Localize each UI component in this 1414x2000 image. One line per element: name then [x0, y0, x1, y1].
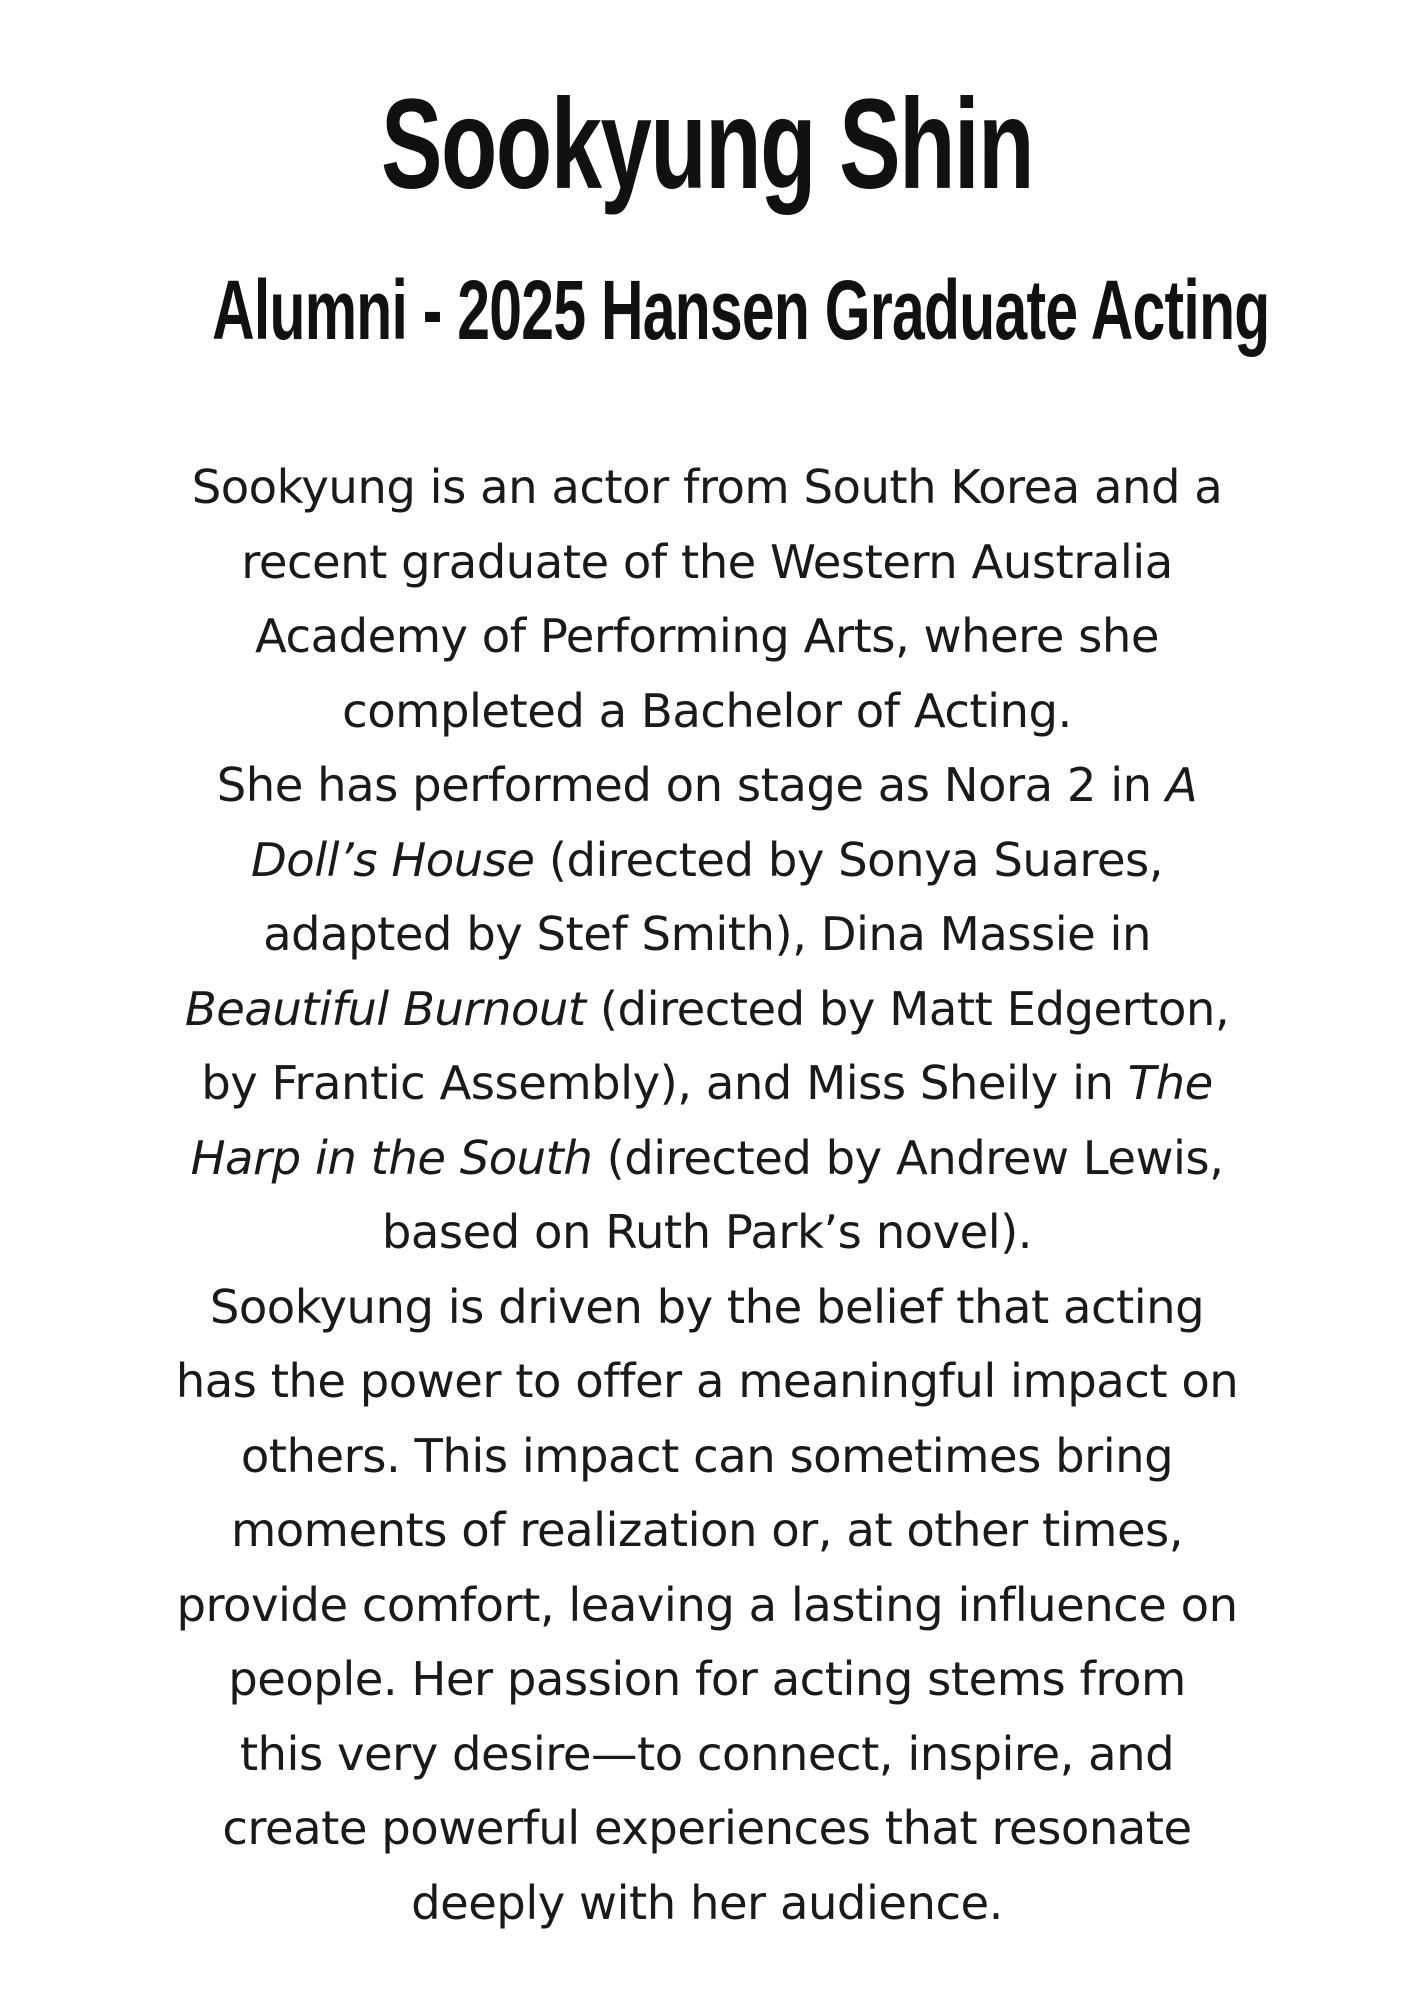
biography-line [95, 748, 1319, 823]
biography-segment: Sookyung is driven by the belief that acting [209, 1279, 1205, 1334]
biography-segment: adapted by Stef Smith), Dina Massie in [263, 907, 1151, 961]
biography-segment: this very desire—to connect, inspire, and [239, 1726, 1175, 1781]
biography-segment: others. This impact can sometimes bring [240, 1428, 1174, 1483]
biography-segment: Sookyung is an actor from South Korea and a [191, 460, 1223, 514]
biography-segment: recent graduate of the Western Australia [241, 534, 1173, 589]
biography-line [95, 1270, 1319, 1345]
biography-segment: people. Her passion for acting stems from [228, 1652, 1186, 1706]
biography-line [95, 1493, 1319, 1568]
biography-segment: Academy of Performing Arts, where she [255, 609, 1159, 663]
biography-line [95, 1717, 1319, 1792]
biography-segment: She has performed on stage as Nora 2 in [216, 758, 1166, 812]
biography-title-italic: A [1165, 758, 1198, 812]
biography-segment: deeply with her audience. [411, 1875, 1003, 1930]
biography-segment: completed a Bachelor of Acting. [342, 683, 1072, 738]
biography-line [95, 1791, 1319, 1866]
biography-title-italic: Harp in the South [190, 1130, 593, 1185]
biography-segment: provide comfort, leaving a lasting influence on [176, 1577, 1238, 1632]
biography-line [95, 1195, 1319, 1270]
biography-title-italic: Beautiful Burnout [184, 981, 586, 1036]
biography-line [95, 1642, 1319, 1717]
biography-segment: by Frantic Assembly), and Miss Sheily in [201, 1056, 1128, 1110]
biography-segment: based on Ruth Park’s novel). [381, 1205, 1033, 1259]
biography-line [95, 1568, 1319, 1643]
biography-segment: has the power to offer a meaningful impact on [175, 1354, 1239, 1408]
biography-line [95, 599, 1319, 674]
profile-name: Sookyung Shin [380, 73, 1034, 216]
biography-line [95, 823, 1319, 898]
biography-title-italic: The [1127, 1056, 1213, 1110]
biography-text [95, 450, 1319, 1940]
profile-subtitle: Alumni - 2025 Hansen Graduate Acting [212, 263, 1270, 357]
biography-segment: create powerful experiences that resonate [222, 1801, 1192, 1855]
biography-title-italic: Doll’s House [250, 832, 535, 887]
biography-line [95, 674, 1319, 749]
biography-segment: (directed by Andrew Lewis, [592, 1130, 1224, 1185]
biography-segment: (directed by Matt Edgerton, [585, 981, 1230, 1036]
biography-segment: moments of realization or, at other times, [230, 1503, 1184, 1557]
biography-line [95, 972, 1319, 1047]
biography-segment: (directed by Sonya Suares, [534, 832, 1164, 887]
biography-line [95, 1046, 1319, 1121]
biography-line [95, 525, 1319, 600]
biography-line [95, 450, 1319, 525]
biography-line [95, 1344, 1319, 1419]
biography-line [95, 1866, 1319, 1941]
biography-line [95, 897, 1319, 972]
biography-line [95, 1419, 1319, 1494]
biography-line [95, 1121, 1319, 1196]
